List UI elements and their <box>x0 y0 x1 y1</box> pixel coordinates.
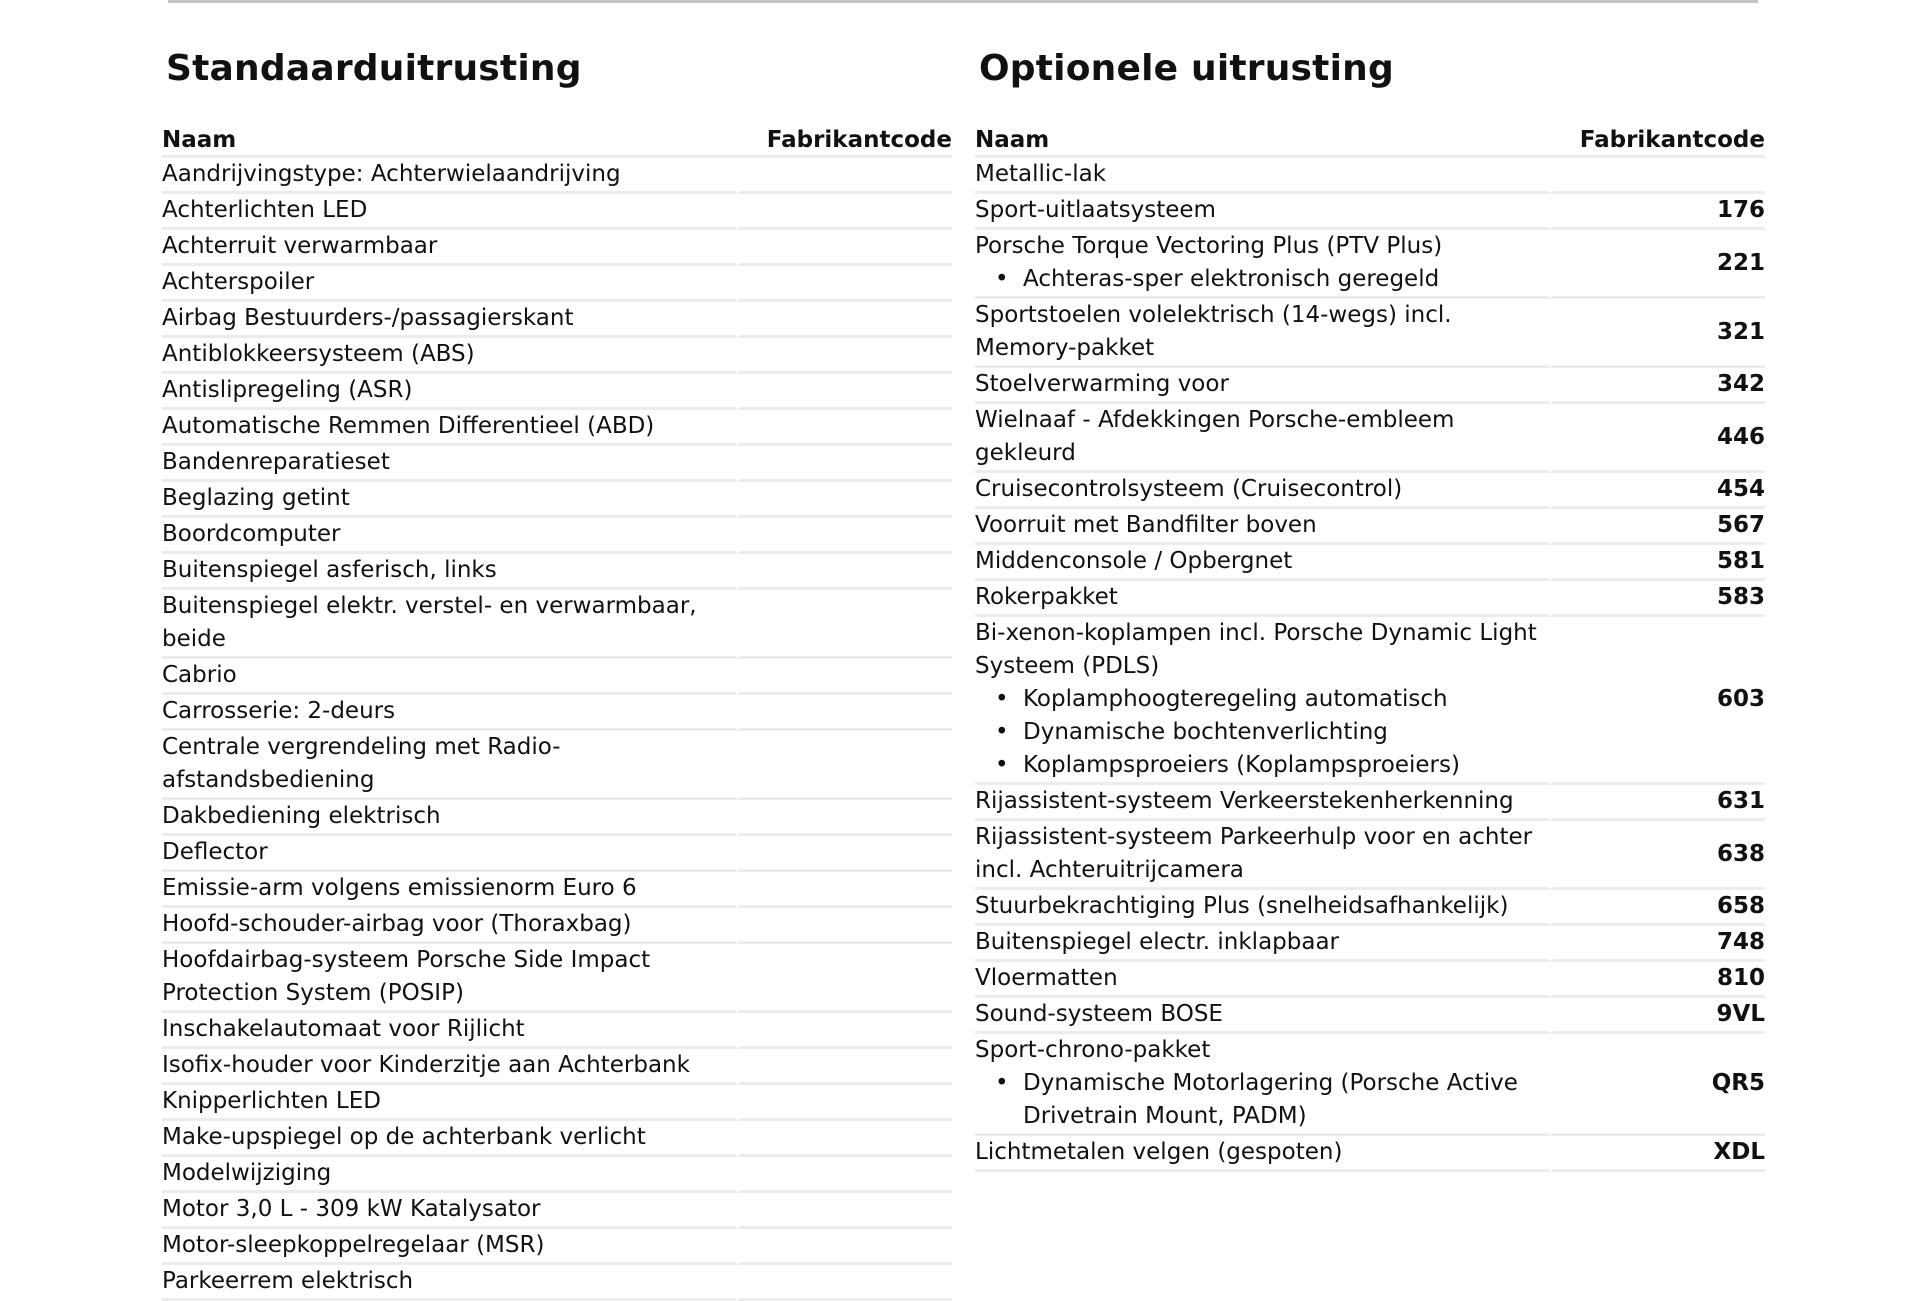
manufacturer-code <box>736 908 952 944</box>
manufacturer-code: 603 <box>1549 617 1765 785</box>
manufacturer-code <box>736 1121 952 1157</box>
equipment-name: Middenconsole / Opbergnet <box>975 548 1293 574</box>
manufacturer-code: 454 <box>1549 473 1765 509</box>
equipment-name: Make-upspiegel op de achterbank verlicht <box>162 1124 646 1150</box>
manufacturer-code <box>736 194 952 230</box>
row-name-cell <box>975 581 1549 617</box>
table-row <box>162 695 952 731</box>
row-name-cell <box>162 1229 736 1265</box>
row-name-cell <box>975 545 1549 581</box>
equipment-name: Buitenspiegel elektr. verstel- en verwarmbaar, beide <box>162 593 697 652</box>
table-row <box>975 194 1765 230</box>
manufacturer-code <box>736 338 952 374</box>
table-row <box>975 962 1765 998</box>
equipment-name: Hoofd-schouder-airbag voor (Thoraxbag) <box>162 911 632 937</box>
manufacturer-code <box>736 1265 952 1301</box>
manufacturer-code: 748 <box>1549 926 1765 962</box>
table-row <box>975 926 1765 962</box>
equipment-name: Centrale vergrendeling met Radio-afstandsbediening <box>162 734 561 793</box>
optional-equipment-title: Optionele uitrusting <box>979 48 1394 89</box>
row-name-cell <box>162 872 736 908</box>
table-row <box>162 194 952 230</box>
equipment-name: Motor 3,0 L - 309 kW Katalysator <box>162 1196 541 1222</box>
equipment-name: Automatische Remmen Differentieel (ABD) <box>162 413 655 439</box>
table-row <box>975 785 1765 821</box>
equipment-name: Carrosserie: 2-deurs <box>162 698 396 724</box>
equipment-name: Bi-xenon-koplampen incl. Porsche Dynamic Light Systeem (PDLS) <box>975 620 1537 679</box>
manufacturer-code <box>736 800 952 836</box>
table-row <box>975 1136 1765 1172</box>
row-name-cell <box>162 410 736 446</box>
row-name-cell <box>162 554 736 590</box>
manufacturer-code <box>736 374 952 410</box>
row-name-cell <box>975 509 1549 545</box>
table-row <box>162 872 952 908</box>
row-name-cell <box>162 230 736 266</box>
row-name-cell <box>975 299 1549 368</box>
sub-feature-item: • Koplamphoogteregeling automatisch <box>975 683 1545 716</box>
equipment-name: Sportstoelen volelektrisch (14-wegs) incl. Memory-pakket <box>975 302 1452 361</box>
row-name-cell <box>162 446 736 482</box>
standard-equipment-table <box>162 121 952 1301</box>
row-name-cell <box>975 1034 1549 1136</box>
row-name-cell <box>162 1121 736 1157</box>
equipment-name: Knipperlichten LED <box>162 1088 381 1114</box>
table-row <box>162 410 952 446</box>
column-header-name: Naam <box>162 121 736 158</box>
manufacturer-code <box>736 446 952 482</box>
manufacturer-code <box>736 1049 952 1085</box>
equipment-name: Airbag Bestuurders-/passagierskant <box>162 305 574 331</box>
equipment-name: Sound-systeem BOSE <box>975 1001 1223 1027</box>
table-row <box>975 581 1765 617</box>
equipment-name: Stuurbekrachtiging Plus (snelheidsafhankelijk) <box>975 893 1509 919</box>
manufacturer-code <box>736 1157 952 1193</box>
equipment-name: Cruisecontrolsysteem (Cruisecontrol) <box>975 476 1403 502</box>
row-name-cell <box>162 695 736 731</box>
equipment-name: Porsche Torque Vectoring Plus (PTV Plus) <box>975 233 1443 259</box>
table-row <box>162 908 952 944</box>
sub-feature-item: • Koplampsproeiers (Koplampsproeiers) <box>975 749 1545 782</box>
equipment-name: Buitenspiegel asferisch, links <box>162 557 497 583</box>
manufacturer-code <box>736 590 952 659</box>
equipment-name: Deflector <box>162 839 268 865</box>
sub-feature-list <box>975 1067 1545 1133</box>
table-row <box>975 158 1765 194</box>
equipment-name: Cabrio <box>162 662 237 688</box>
equipment-name: Rokerpakket <box>975 584 1118 610</box>
manufacturer-code <box>736 266 952 302</box>
manufacturer-code <box>736 872 952 908</box>
column-header-code: Fabrikantcode <box>736 121 952 158</box>
sub-feature-item: • Achteras-sper elektronisch geregeld <box>975 263 1545 296</box>
manufacturer-code <box>736 1193 952 1229</box>
manufacturer-code: 581 <box>1549 545 1765 581</box>
equipment-name: Parkeerrem elektrisch <box>162 1268 414 1294</box>
equipment-name: Wielnaaf - Afdekkingen Porsche-embleem gekleurd <box>975 407 1455 466</box>
row-name-cell <box>975 230 1549 299</box>
table-row <box>162 446 952 482</box>
equipment-name: Sport-chrono-pakket <box>975 1037 1211 1063</box>
equipment-name: Achterlichten LED <box>162 197 368 223</box>
manufacturer-code <box>736 944 952 1013</box>
manufacturer-code <box>736 158 952 194</box>
manufacturer-code <box>736 1085 952 1121</box>
table-row <box>162 158 952 194</box>
manufacturer-code <box>736 1229 952 1265</box>
equipment-name: Boordcomputer <box>162 521 341 547</box>
manufacturer-code: QR5 <box>1549 1034 1765 1136</box>
table-row <box>162 731 952 800</box>
manufacturer-code <box>736 302 952 338</box>
row-name-cell <box>162 1265 736 1301</box>
equipment-name: Vloermatten <box>975 965 1118 991</box>
row-name-cell <box>975 926 1549 962</box>
table-row <box>162 944 952 1013</box>
manufacturer-code: 321 <box>1549 299 1765 368</box>
manufacturer-code <box>736 230 952 266</box>
row-name-cell <box>162 731 736 800</box>
table-row <box>975 230 1765 299</box>
manufacturer-code <box>736 410 952 446</box>
row-name-cell <box>162 158 736 194</box>
top-divider <box>168 0 1758 3</box>
row-name-cell <box>162 194 736 230</box>
table-row <box>975 821 1765 890</box>
sub-feature-item: • Dynamische bochtenverlichting <box>975 716 1545 749</box>
equipment-name: Inschakelautomaat voor Rijlicht <box>162 1016 525 1042</box>
row-name-cell <box>975 821 1549 890</box>
manufacturer-code <box>736 482 952 518</box>
manufacturer-code <box>736 836 952 872</box>
sub-feature-item: • Dynamische Motorlagering (Porsche Active Drivetrain Mount, PADM) <box>975 1067 1545 1133</box>
standard-equipment-rows <box>162 158 952 1301</box>
manufacturer-code: 810 <box>1549 962 1765 998</box>
table-row <box>162 374 952 410</box>
equipment-name: Hoofdairbag-systeem Porsche Side Impact Protection System (POSIP) <box>162 947 651 1006</box>
column-header-code: Fabrikantcode <box>1549 121 1765 158</box>
row-name-cell <box>975 473 1549 509</box>
table-row <box>162 1265 952 1301</box>
equipment-name: Rijassistent-systeem Parkeerhulp voor en achter incl. Achteruitrijcamera <box>975 824 1533 883</box>
row-name-cell <box>975 998 1549 1034</box>
equipment-name: Emissie-arm volgens emissienorm Euro 6 <box>162 875 637 901</box>
row-name-cell <box>975 194 1549 230</box>
table-row <box>162 1085 952 1121</box>
table-row <box>162 836 952 872</box>
manufacturer-code: 631 <box>1549 785 1765 821</box>
table-row <box>162 482 952 518</box>
manufacturer-code: 658 <box>1549 890 1765 926</box>
equipment-name: Motor-sleepkoppelregelaar (MSR) <box>162 1232 545 1258</box>
table-row <box>975 998 1765 1034</box>
table-row <box>162 659 952 695</box>
manufacturer-code <box>1549 158 1765 194</box>
standard-equipment-title: Standaarduitrusting <box>166 48 582 89</box>
row-name-cell <box>162 1049 736 1085</box>
row-name-cell <box>162 482 736 518</box>
equipment-name: Modelwijziging <box>162 1160 332 1186</box>
sub-feature-list <box>975 263 1545 296</box>
table-row <box>162 230 952 266</box>
table-row <box>162 518 952 554</box>
table-row <box>975 299 1765 368</box>
equipment-name: Achterspoiler <box>162 269 315 295</box>
equipment-name: Lichtmetalen velgen (gespoten) <box>975 1139 1343 1165</box>
sub-feature-list <box>975 683 1545 782</box>
equipment-name: Beglazing getint <box>162 485 350 511</box>
manufacturer-code <box>736 731 952 800</box>
equipment-name: Rijassistent-systeem Verkeerstekenherkenning <box>975 788 1514 814</box>
table-row <box>975 404 1765 473</box>
row-name-cell <box>975 158 1549 194</box>
table-row <box>162 1193 952 1229</box>
manufacturer-code <box>736 659 952 695</box>
equipment-name: Aandrijvingstype: Achterwielaandrijving <box>162 161 621 187</box>
row-name-cell <box>162 800 736 836</box>
table-row <box>162 1157 952 1193</box>
table-row <box>975 617 1765 785</box>
table-row <box>162 590 952 659</box>
manufacturer-code: 567 <box>1549 509 1765 545</box>
row-name-cell <box>162 590 736 659</box>
equipment-name: Stoelverwarming voor <box>975 371 1229 397</box>
manufacturer-code: 342 <box>1549 368 1765 404</box>
row-name-cell <box>162 908 736 944</box>
equipment-name: Isofix-houder voor Kinderzitje aan Achterbank <box>162 1052 690 1078</box>
row-name-cell <box>162 1085 736 1121</box>
row-name-cell <box>162 1013 736 1049</box>
equipment-name: Antislipregeling (ASR) <box>162 377 413 403</box>
equipment-name: Antiblokkeersysteem (ABS) <box>162 341 475 367</box>
manufacturer-code: 221 <box>1549 230 1765 299</box>
table-row <box>975 890 1765 926</box>
equipment-name: Bandenreparatieset <box>162 449 390 475</box>
manufacturer-code: 583 <box>1549 581 1765 617</box>
row-name-cell <box>162 266 736 302</box>
table-row <box>162 800 952 836</box>
table-row <box>162 1229 952 1265</box>
table-header-row <box>162 121 952 158</box>
manufacturer-code: 446 <box>1549 404 1765 473</box>
row-name-cell <box>162 374 736 410</box>
row-name-cell <box>975 1136 1549 1172</box>
row-name-cell <box>162 302 736 338</box>
row-name-cell <box>162 1193 736 1229</box>
table-row <box>975 368 1765 404</box>
manufacturer-code: 176 <box>1549 194 1765 230</box>
optional-equipment-rows <box>975 158 1765 1172</box>
optional-equipment-table <box>975 121 1765 1172</box>
manufacturer-code: XDL <box>1549 1136 1765 1172</box>
table-row <box>162 554 952 590</box>
table-header-row <box>975 121 1765 158</box>
row-name-cell <box>162 659 736 695</box>
row-name-cell <box>162 1157 736 1193</box>
manufacturer-code: 638 <box>1549 821 1765 890</box>
equipment-name: Voorruit met Bandfilter boven <box>975 512 1317 538</box>
equipment-name: Achterruit verwarmbaar <box>162 233 438 259</box>
equipment-name: Metallic-lak <box>975 161 1107 187</box>
table-row <box>162 1121 952 1157</box>
row-name-cell <box>975 890 1549 926</box>
row-name-cell <box>162 944 736 1013</box>
table-row <box>162 302 952 338</box>
table-row <box>975 473 1765 509</box>
equipment-name: Sport-uitlaatsysteem <box>975 197 1216 223</box>
manufacturer-code: 9VL <box>1549 998 1765 1034</box>
manufacturer-code <box>736 554 952 590</box>
table-row <box>975 509 1765 545</box>
row-name-cell <box>975 785 1549 821</box>
row-name-cell <box>975 404 1549 473</box>
equipment-name: Buitenspiegel electr. inklapbaar <box>975 929 1340 955</box>
manufacturer-code <box>736 695 952 731</box>
table-row <box>975 545 1765 581</box>
row-name-cell <box>162 518 736 554</box>
column-header-name: Naam <box>975 121 1549 158</box>
row-name-cell <box>975 368 1549 404</box>
table-row <box>162 266 952 302</box>
row-name-cell <box>975 962 1549 998</box>
row-name-cell <box>975 617 1549 785</box>
equipment-name: Dakbediening elektrisch <box>162 803 441 829</box>
row-name-cell <box>162 836 736 872</box>
table-row <box>162 1049 952 1085</box>
table-row <box>975 1034 1765 1136</box>
table-row <box>162 1013 952 1049</box>
row-name-cell <box>162 338 736 374</box>
manufacturer-code <box>736 518 952 554</box>
table-row <box>162 338 952 374</box>
manufacturer-code <box>736 1013 952 1049</box>
